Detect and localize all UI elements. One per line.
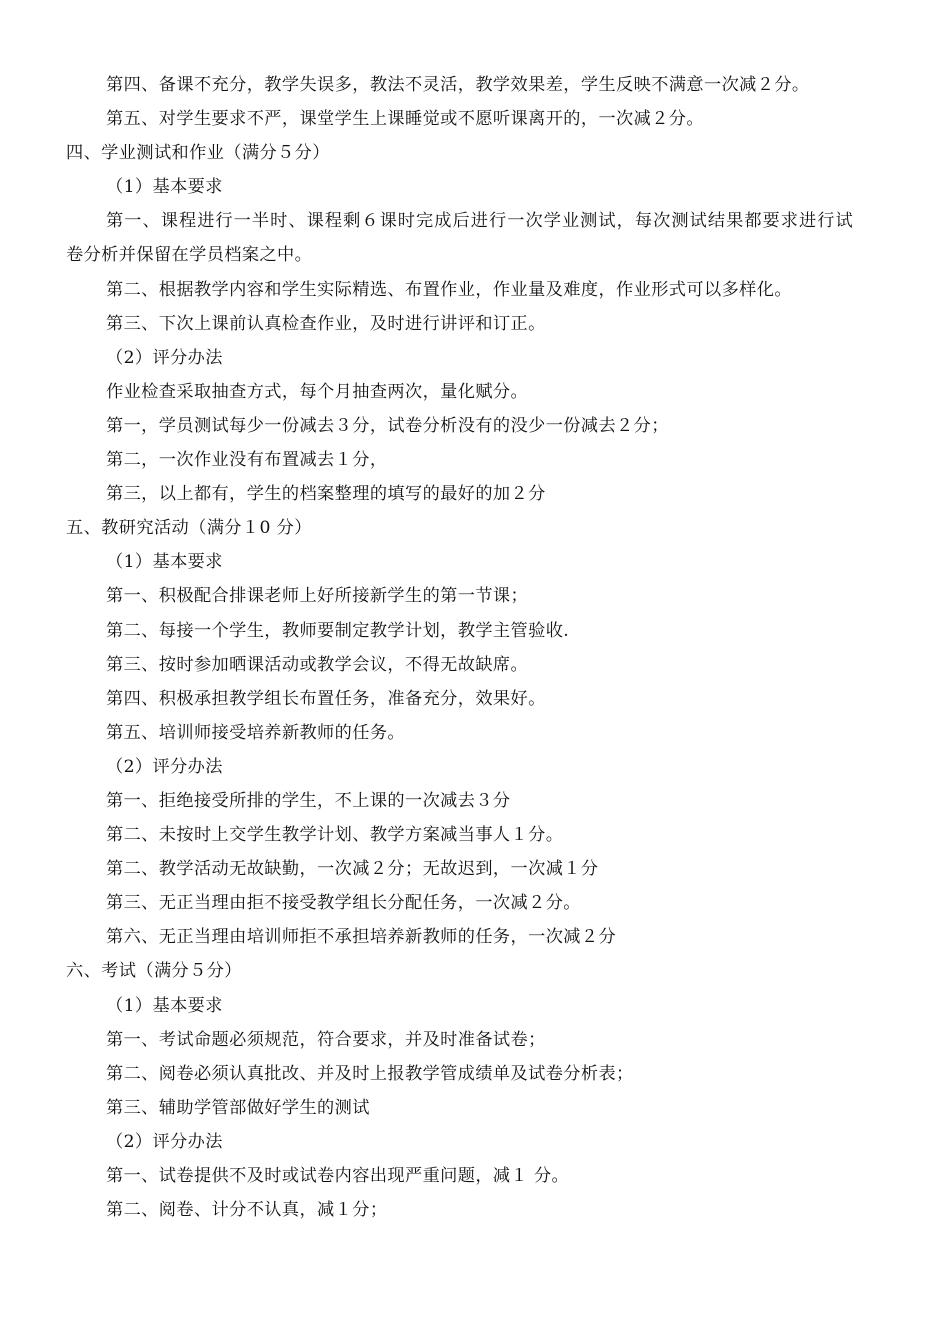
subsection-heading: （1）基本要求 <box>106 552 223 573</box>
text-line: 第二、未按时上交学生教学计划、教学方案减当事人１分。 <box>106 825 564 846</box>
document-page <box>0 68 950 1227</box>
subsection-heading: （1）基本要求 <box>106 995 223 1016</box>
section-heading: 六、考试（满分５分） <box>66 961 242 982</box>
text-line: 第一、考试命题必须规范，符合要求，并及时准备试卷； <box>106 1029 546 1050</box>
text-line: 第五、对学生要求不严，课堂学生上课睡觉或不愿听课离开的，一次减２分。 <box>106 109 704 130</box>
text-line: 第一、试卷提供不及时或试卷内容出现严重问题，减１ 分。 <box>106 1166 570 1186</box>
text-line: 第一，学员测试每少一份减去３分，试卷分析没有的没少一份减去２分； <box>106 415 669 436</box>
subsection-heading: （2）评分办法 <box>106 347 223 368</box>
text-line: 第二、根据教学内容和学生实际精选、布置作业，作业量及难度，作业形式可以多样化。 <box>106 279 792 300</box>
text-line: 第一、课程进行一半时、课程剩６课时完成后进行一次学业测试，每次测试结果都要求进行试 <box>106 211 854 232</box>
text-line-continuation: 卷分析并保留在学员档案之中。 <box>66 245 313 266</box>
text-line: 第三、无正当理由拒不接受教学组长分配任务，一次减２分。 <box>106 893 581 914</box>
text-line: 第三、按时参加晒课活动或教学会议，不得无故缺席。 <box>106 654 529 675</box>
text-line: 第一、拒绝接受所排的学生，不上课的一次减去３分 <box>106 790 511 811</box>
text-line: 作业检查采取抽查方式，每个月抽查两次，量化赋分。 <box>106 381 529 402</box>
section-heading: 四、学业测试和作业（满分５分） <box>66 143 330 164</box>
text-line: 第四、积极承担教学组长布置任务，准备充分，效果好。 <box>106 688 546 709</box>
text-line: 第二、每接一个学生，教师要制定教学计划，教学主管验收. <box>106 620 570 641</box>
text-line: 第六、无正当理由培训师拒不承担培养新教师的任务，一次减２分 <box>106 927 617 948</box>
text-line: 第二，一次作业没有布置减去１分， <box>106 450 388 471</box>
text-line: 第二、教学活动无故缺勤，一次减２分；无故迟到，一次减１分 <box>106 859 599 880</box>
text-line: 第一、积极配合排课老师上好所接新学生的第一节课； <box>106 586 529 607</box>
text-line: 第三，以上都有，学生的档案整理的填写的最好的加２分 <box>106 484 546 505</box>
text-line: 第二、阅卷、计分不认真，减１分； <box>106 1200 388 1221</box>
text-line: 第二、阅卷必须认真批改、并及时上报教学管成绩单及试卷分析表； <box>106 1063 634 1084</box>
subsection-heading: （2）评分办法 <box>106 756 223 777</box>
subsection-heading: （2）评分办法 <box>106 1131 223 1152</box>
text-line: 第四、备课不充分，教学失误多，教法不灵活，教学效果差，学生反映不满意一次减２分。 <box>106 75 810 95</box>
text-line: 第三、下次上课前认真检查作业，及时进行讲评和订正。 <box>106 313 546 334</box>
subsection-heading: （1）基本要求 <box>106 177 223 198</box>
section-heading: 五、教研究活动（满分１0 分） <box>66 518 312 539</box>
text-line: 第五、培训师接受培养新教师的任务。 <box>106 722 405 743</box>
text-line: 第三、辅助学管部做好学生的测试 <box>106 1097 370 1118</box>
